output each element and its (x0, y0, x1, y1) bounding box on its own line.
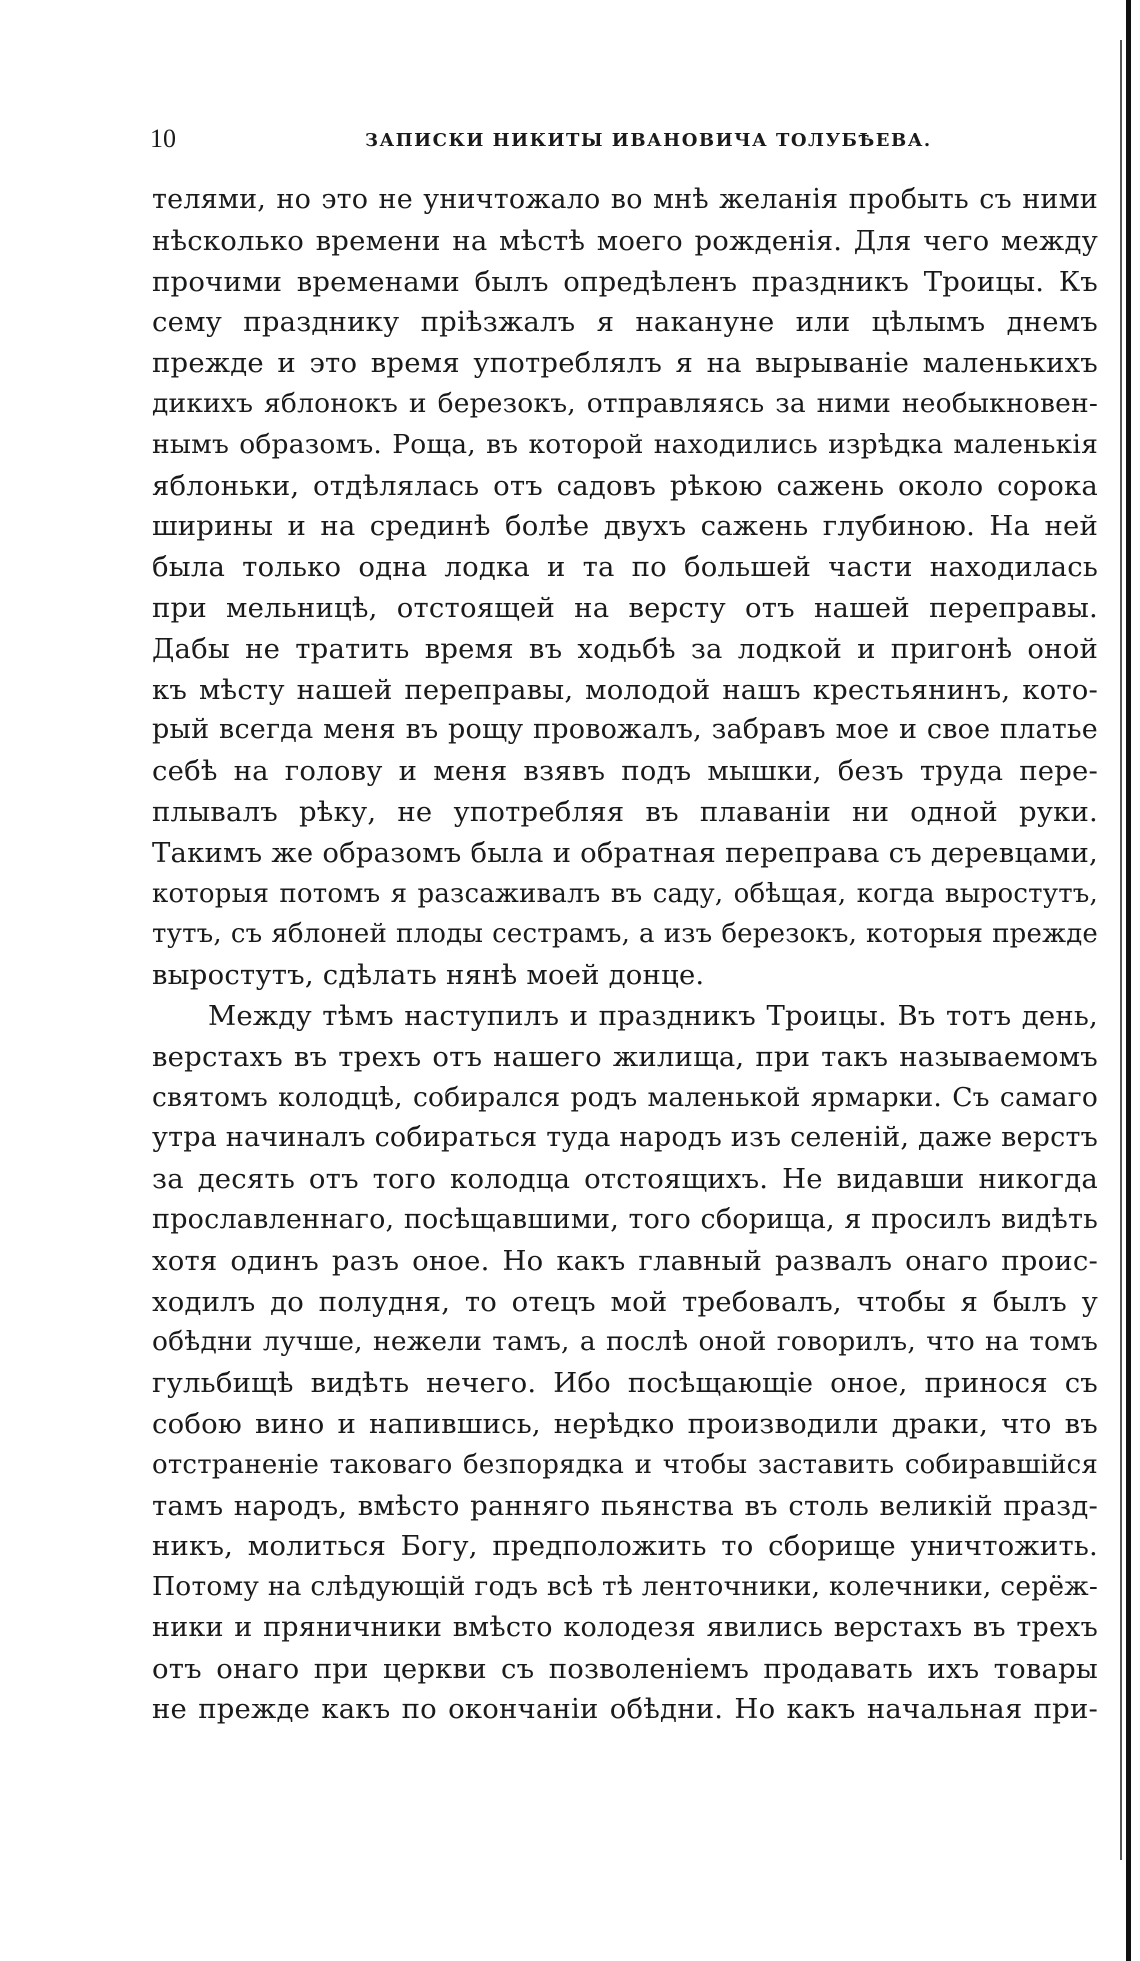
text-line: дикихъ яблонокъ и березокъ, отправляясь за ними необыкновен- (152, 387, 1098, 419)
text-line: Такимъ же образомъ была и обратная переправа съ деревцами, (152, 836, 1098, 869)
page-header (150, 120, 1090, 160)
text-line: рый всегда меня въ рощу провожалъ, забравъ мое и свое платье (152, 714, 1098, 746)
text-line: яблоньки, отдѣлялась отъ садовъ рѣкою сажень около сорока (152, 469, 1098, 502)
running-title: ЗАПИСКИ НИКИТЫ ИВАНОВИЧА ТОЛУБѢЕВА. (365, 130, 932, 151)
text-line: обѣдни лучше, нежели тамъ, а послѣ оной говорилъ, что на томъ (152, 1326, 1098, 1358)
text-line: къ мѣсту нашей переправы, молодой нашъ крестьянинъ, кото- (152, 673, 1098, 706)
text-line: Между тѣмъ наступилъ и праздникъ Троицы. Въ тотъ день, (208, 999, 1098, 1032)
text-line: никъ, молиться Богу, предположить то сборище уничтожить. (152, 1530, 1098, 1563)
text-line: нымъ образомъ. Роща, въ которой находились изрѣдка маленькія (152, 428, 1098, 460)
text-line: прославленнаго, посѣщавшими, того сборища, я просилъ видѣть (152, 1203, 1098, 1235)
text-line: отъ онаго при церкви съ позволеніемъ продавать ихъ товары (152, 1652, 1098, 1685)
paragraph-2 (152, 996, 1098, 1730)
text-line: тутъ, съ яблоней плоды сестрамъ, а изъ березокъ, которыя прежде (152, 919, 1098, 950)
text-line: себѣ на голову и меня взявъ подъ мышки, безъ труда пере- (152, 755, 1098, 788)
paragraph-1 (152, 180, 1098, 996)
text-line: гульбищѣ видѣть нечего. Ибо посѣщающіе оное, принося съ (152, 1367, 1098, 1400)
text-line: была только одна лодка и та по большей части находилась (152, 551, 1098, 584)
text-line: плывалъ рѣку, не употребляя въ плаваніи ни одной руки. (152, 795, 1098, 828)
text-line: которыя потомъ я разсаживалъ въ саду, обѣщая, когда выростутъ, (152, 878, 1098, 909)
text-line: ники и пряничники вмѣсто колодезя явились верстахъ въ трехъ (152, 1611, 1098, 1643)
text-line: тамъ народъ, вмѣсто ранняго пьянства въ столь великій празд- (152, 1489, 1098, 1522)
text-line: выростутъ, сдѣлать нянѣ моей донце. (152, 959, 705, 992)
page-edge-shadow (1126, 0, 1131, 1961)
text-line: при мельницѣ, отстоящей на версту отъ нашей переправы. (152, 591, 1098, 624)
text-line: верстахъ въ трехъ отъ нашего жилища, при такъ называемомъ (152, 1040, 1098, 1073)
text-line: прежде и это время употреблялъ я на вырываніе маленькихъ (152, 347, 1098, 380)
text-line: хотя одинъ разъ оное. Но какъ главный развалъ онаго проис- (152, 1244, 1098, 1277)
text-line: телями, но это не уничтожало во мнѣ желанія пробыть съ ними (152, 184, 1098, 215)
text-line: ходилъ до полудня, то отецъ мой требовалъ, чтобы я былъ у (152, 1285, 1098, 1318)
text-line: собою вино и напившись, нерѣдко производили драки, что въ (152, 1407, 1098, 1440)
text-line: утра начиналъ собираться туда народъ изъ селеній, даже верстъ (152, 1122, 1098, 1154)
text-line: ширины и на срединѣ болѣе двухъ сажень глубиною. На ней (152, 510, 1098, 543)
page-edge-line (1120, 40, 1122, 1860)
text-line: не прежде какъ по окончаніи обѣдни. Но какъ начальная при- (152, 1693, 1098, 1726)
body-text (152, 180, 1098, 1730)
text-line: Потому на слѣдующій годъ всѣ тѣ ленточники, колечники, серёж- (152, 1571, 1098, 1603)
text-line: прочими временами былъ опредѣленъ праздникъ Троицы. Къ (152, 265, 1098, 298)
text-line: отстраненіе таковаго безпорядка и чтобы заставить собиравшійся (152, 1449, 1098, 1480)
text-line: Дабы не тратить время въ ходьбѣ за лодкой и пригонѣ оной (152, 632, 1098, 665)
page-number: 10 (150, 124, 176, 153)
text-line: святомъ колодцѣ, собирался родъ маленькой ярмарки. Съ самаго (152, 1081, 1098, 1113)
text-line: сему празднику пріѣзжалъ я накануне или цѣлымъ днемъ (152, 306, 1098, 339)
text-line: за десять отъ того колодца отстоящихъ. Не видавши никогда (152, 1163, 1098, 1196)
text-line: нѣсколько времени на мѣстѣ моего рожденія. Для чего между (152, 224, 1098, 257)
